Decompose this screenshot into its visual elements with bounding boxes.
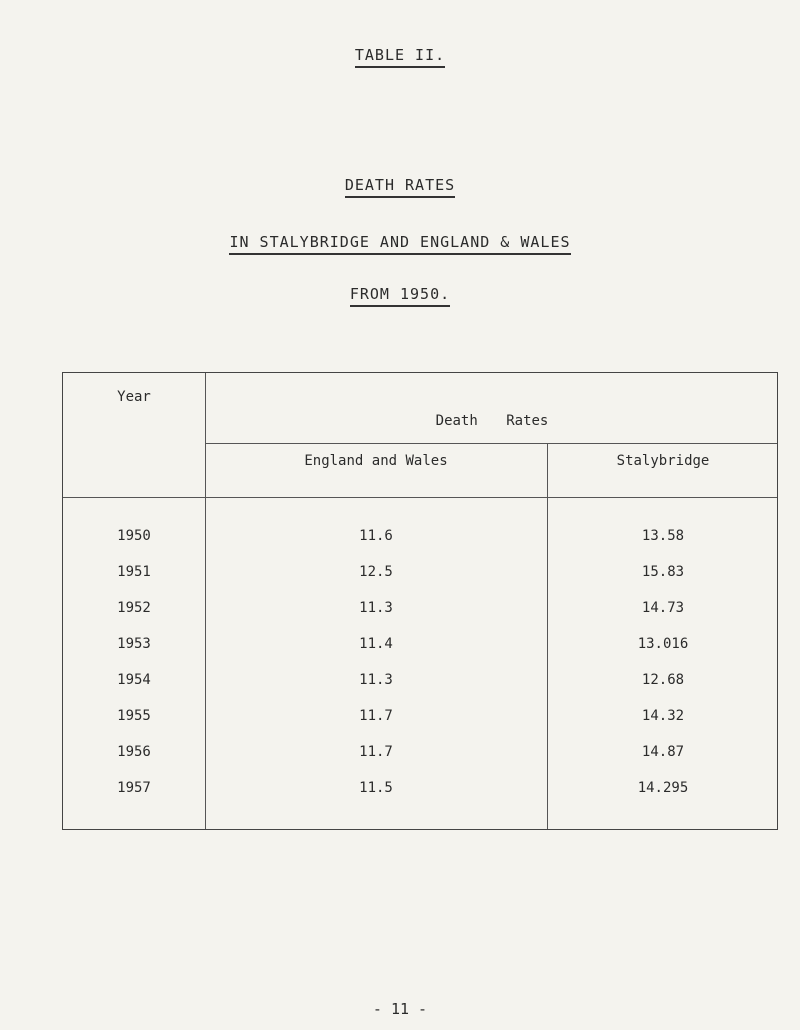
year-cell: 1956: [117, 744, 151, 760]
england-wales-cell: 11.7: [359, 708, 393, 724]
header-divider-group: [205, 443, 777, 444]
england-wales-cell: 11.4: [359, 636, 393, 652]
england-wales-cell: 11.5: [359, 780, 393, 796]
page-number: - 11 -: [372, 1000, 428, 1018]
subtitle-line-1: [0, 176, 800, 198]
england-wales-cell: 11.3: [359, 672, 393, 688]
header-divider-main: [63, 497, 777, 498]
stalybridge-cell: 15.83: [641, 564, 685, 580]
stalybridge-cell: 14.295: [637, 780, 689, 796]
year-cell: 1950: [117, 528, 151, 544]
stalybridge-cell: 12.68: [641, 672, 685, 688]
england-wales-cell: 11.6: [359, 528, 393, 544]
stalybridge-cell: 14.73: [641, 600, 685, 616]
year-cell: 1955: [117, 708, 151, 724]
england-wales-cell: 12.5: [359, 564, 393, 580]
death-rates-table: [62, 372, 778, 830]
header-year: Year: [117, 389, 151, 405]
stalybridge-cell: 13.016: [637, 636, 689, 652]
table-title-text: TABLE II.: [355, 46, 445, 68]
year-cell: 1957: [117, 780, 151, 796]
year-cell: 1954: [117, 672, 151, 688]
england-wales-cell: 11.7: [359, 744, 393, 760]
year-cell: 1953: [117, 636, 151, 652]
subtitle-line-3-text: FROM 1950.: [350, 285, 450, 307]
stalybridge-cell: 13.58: [641, 528, 685, 544]
stalybridge-cell: 14.32: [641, 708, 685, 724]
table-title: [0, 46, 800, 68]
subtitle-line-2: [0, 233, 800, 255]
stalybridge-cell: 14.87: [641, 744, 685, 760]
header-death-rates: Death Rates: [435, 413, 549, 429]
subtitle-line-1-text: DEATH RATES: [345, 176, 455, 198]
year-cell: 1952: [117, 600, 151, 616]
subtitle-line-3: [0, 285, 800, 307]
header-england-wales: England and Wales: [304, 453, 448, 469]
england-wales-cell: 11.3: [359, 600, 393, 616]
year-cell: 1951: [117, 564, 151, 580]
subtitle-line-2-text: IN STALYBRIDGE AND ENGLAND & WALES: [229, 233, 570, 255]
header-stalybridge: Stalybridge: [616, 453, 710, 469]
